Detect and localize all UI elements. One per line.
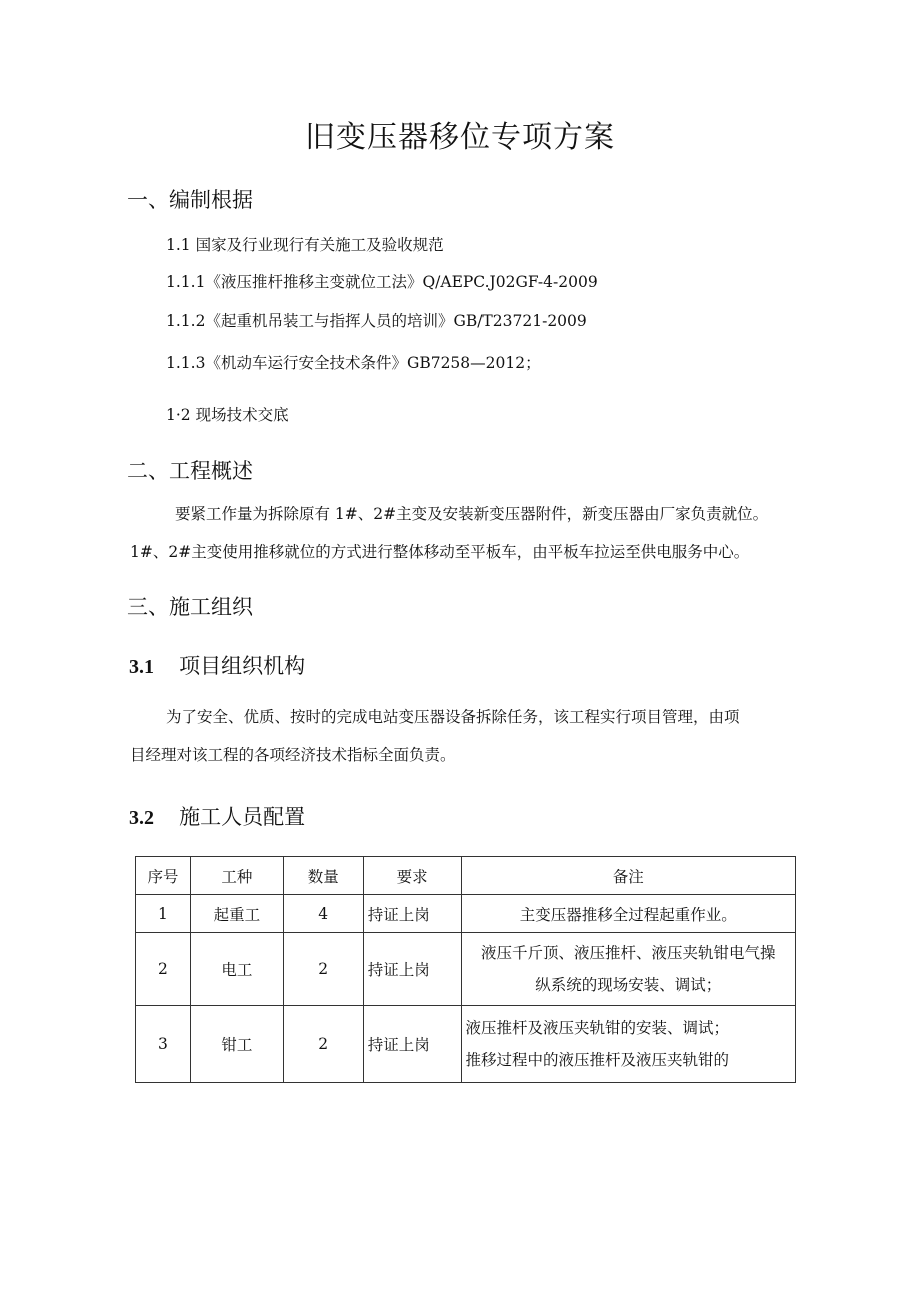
table-row	[136, 933, 796, 1006]
note-line: 液压千斤顶、液压推杆、液压夹轨钳电气操	[481, 944, 776, 962]
column-header: 要求	[363, 857, 461, 895]
table-cell-type: 电工	[190, 933, 283, 1006]
subsection-title: 项目组织机构	[179, 654, 306, 678]
table-cell-note	[461, 933, 795, 1006]
table-cell-no: 2	[136, 933, 191, 1006]
section-heading-overview: 二、工程概述	[127, 459, 253, 483]
table-cell-qty: 4	[283, 895, 363, 933]
table-cell-note	[461, 1006, 795, 1083]
subsection-title: 施工人员配置	[179, 805, 306, 829]
table-cell-req: 持证上岗	[363, 895, 461, 933]
table-cell-req: 持证上岗	[363, 1006, 461, 1083]
organization-paragraph-line: 目经理对该工程的各项经济技术指标全面负责。	[130, 746, 456, 764]
basis-item: 1.1.1《液压推杆推移主变就位工法》Q/AEPC.J02GF-4-2009	[166, 273, 598, 291]
column-header: 数量	[283, 857, 363, 895]
column-header: 工种	[190, 857, 283, 895]
table-row	[136, 895, 796, 933]
note-line: 液压推杆及液压夹轨钳的安装、调试；	[465, 1019, 730, 1037]
column-header: 序号	[136, 857, 191, 895]
subsection-3-1	[129, 650, 305, 680]
table-row	[136, 1006, 796, 1083]
note-line: 主变压器推移全过程起重作业。	[519, 905, 737, 924]
basis-item: 1.1 国家及行业现行有关施工及验收规范	[166, 236, 444, 254]
section-heading-organization: 三、施工组织	[127, 595, 253, 619]
table-cell-type: 钳工	[190, 1006, 283, 1083]
subsection-number: 3.2	[129, 807, 154, 829]
table-cell-note	[461, 895, 795, 933]
basis-item: 1·2 现场技术交底	[166, 406, 289, 424]
page-title: 旧变压器移位专项方案	[305, 120, 615, 155]
table-cell-qty: 2	[283, 1006, 363, 1083]
note-line: 纵系统的现场安装、调试；	[535, 976, 722, 994]
column-header: 备注	[461, 857, 795, 895]
table-cell-req: 持证上岗	[363, 933, 461, 1006]
staff-table	[135, 856, 796, 1083]
overview-paragraph-line: 要紧工作量为拆除原有 1#、2#主变及安装新变压器附件，新变压器由厂家负责就位。	[175, 505, 769, 523]
organization-paragraph-line: 为了安全、优质、按时的完成电站变压器设备拆除任务，该工程实行项目管理，由项	[166, 708, 740, 726]
table-cell-no: 3	[136, 1006, 191, 1083]
overview-paragraph-line: 1#、2#主变使用推移就位的方式进行整体移动至平板车，由平板车拉运至供电服务中心。	[130, 543, 750, 561]
subsection-3-2	[129, 801, 305, 831]
table-cell-no: 1	[136, 895, 191, 933]
table-cell-type: 起重工	[190, 895, 283, 933]
basis-item: 1.1.2《起重机吊装工与指挥人员的培训》GB/T23721-2009	[166, 312, 587, 330]
section-heading-basis: 一、编制根据	[127, 188, 253, 212]
table-header-row	[136, 857, 796, 895]
table-cell-qty: 2	[283, 933, 363, 1006]
basis-item: 1.1.3《机动车运行安全技术条件》GB7258—2012；	[166, 354, 541, 372]
note-line: 推移过程中的液压推杆及液压夹轨钳的	[465, 1051, 730, 1069]
subsection-number: 3.1	[129, 656, 154, 678]
